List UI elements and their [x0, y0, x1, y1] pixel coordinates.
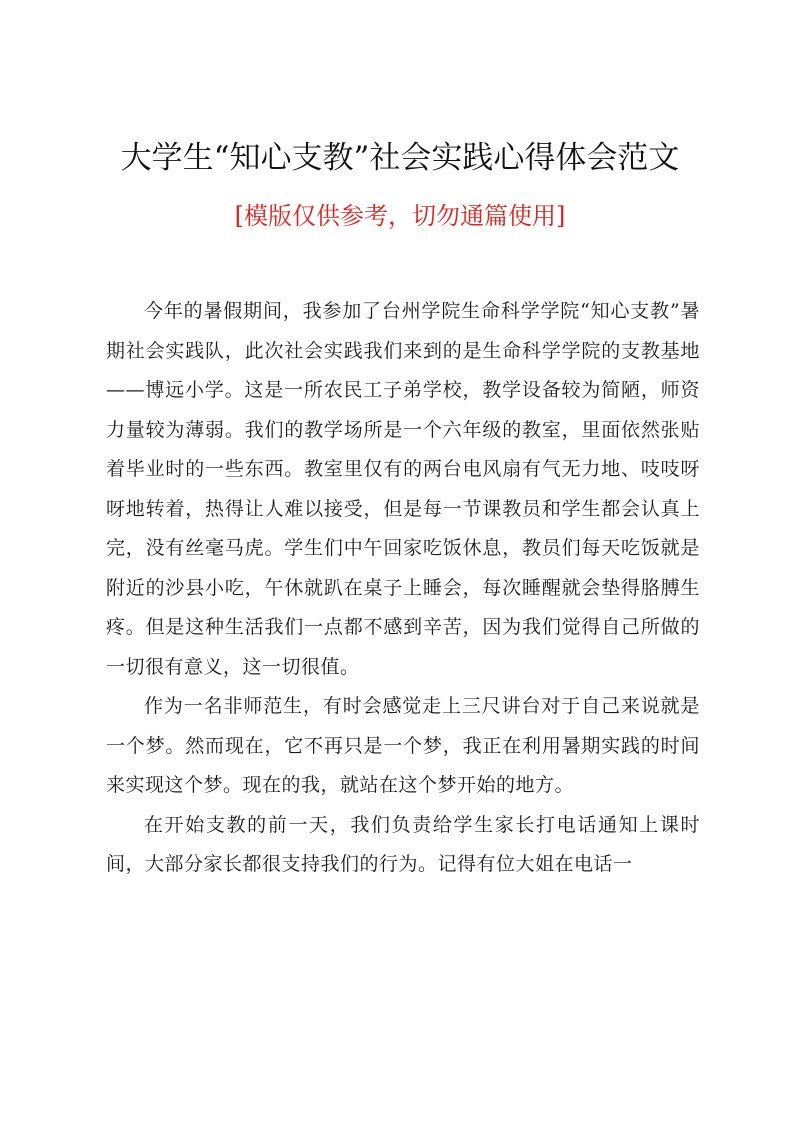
paragraph-2: 作为一名非师范生，有时会感觉走上三尺讲台对于自己来说就是一个梦。然而现在，它不再只是一个梦，我正在利用暑期实践的时间来实现这个梦。现在的我，就站在这个梦开始的地方。: [106, 695, 700, 796]
paragraph-3: 在开始支教的前一天，我们负责给学生家长打电话通知上课时间，大部分家长都很支持我们的行为。记得有位大姐在电话一: [106, 813, 700, 875]
document-title: 大学生“知心支教”社会实践心得体会范文: [120, 140, 680, 176]
document-body: [106, 292, 700, 885]
template-notice: [模版仅供参考，切勿通篇使用]: [234, 202, 566, 230]
paragraph-1: 今年的暑假期间，我参加了台州学院生命科学学院“知心支教”暑期社会实践队，此次社会实践我们来到的是生命科学学院的支教基地——博远小学。这是一所农民工子弟学校，教学设备较为简陋，师资力量较为薄弱。我们的教学场所是一个六年级的教室，里面依然张贴着毕业时的一些东西。教室里仅有的两台电风扇有气无力地、吱吱呀呀地转着，热得让人难以接受，但是每一节课教员和学生都会认真上完，没有丝毫马虎。学生们中午回家吃饭休息，教员们每天吃饭就是附近的沙县小吃，午休就趴在桌子上睡会，每次睡醒就会垫得胳膊生疼。但是这种生活我们一点都不感到辛苦，因为我们觉得自己所做的一切很有意义，这一切很值。: [106, 300, 700, 678]
